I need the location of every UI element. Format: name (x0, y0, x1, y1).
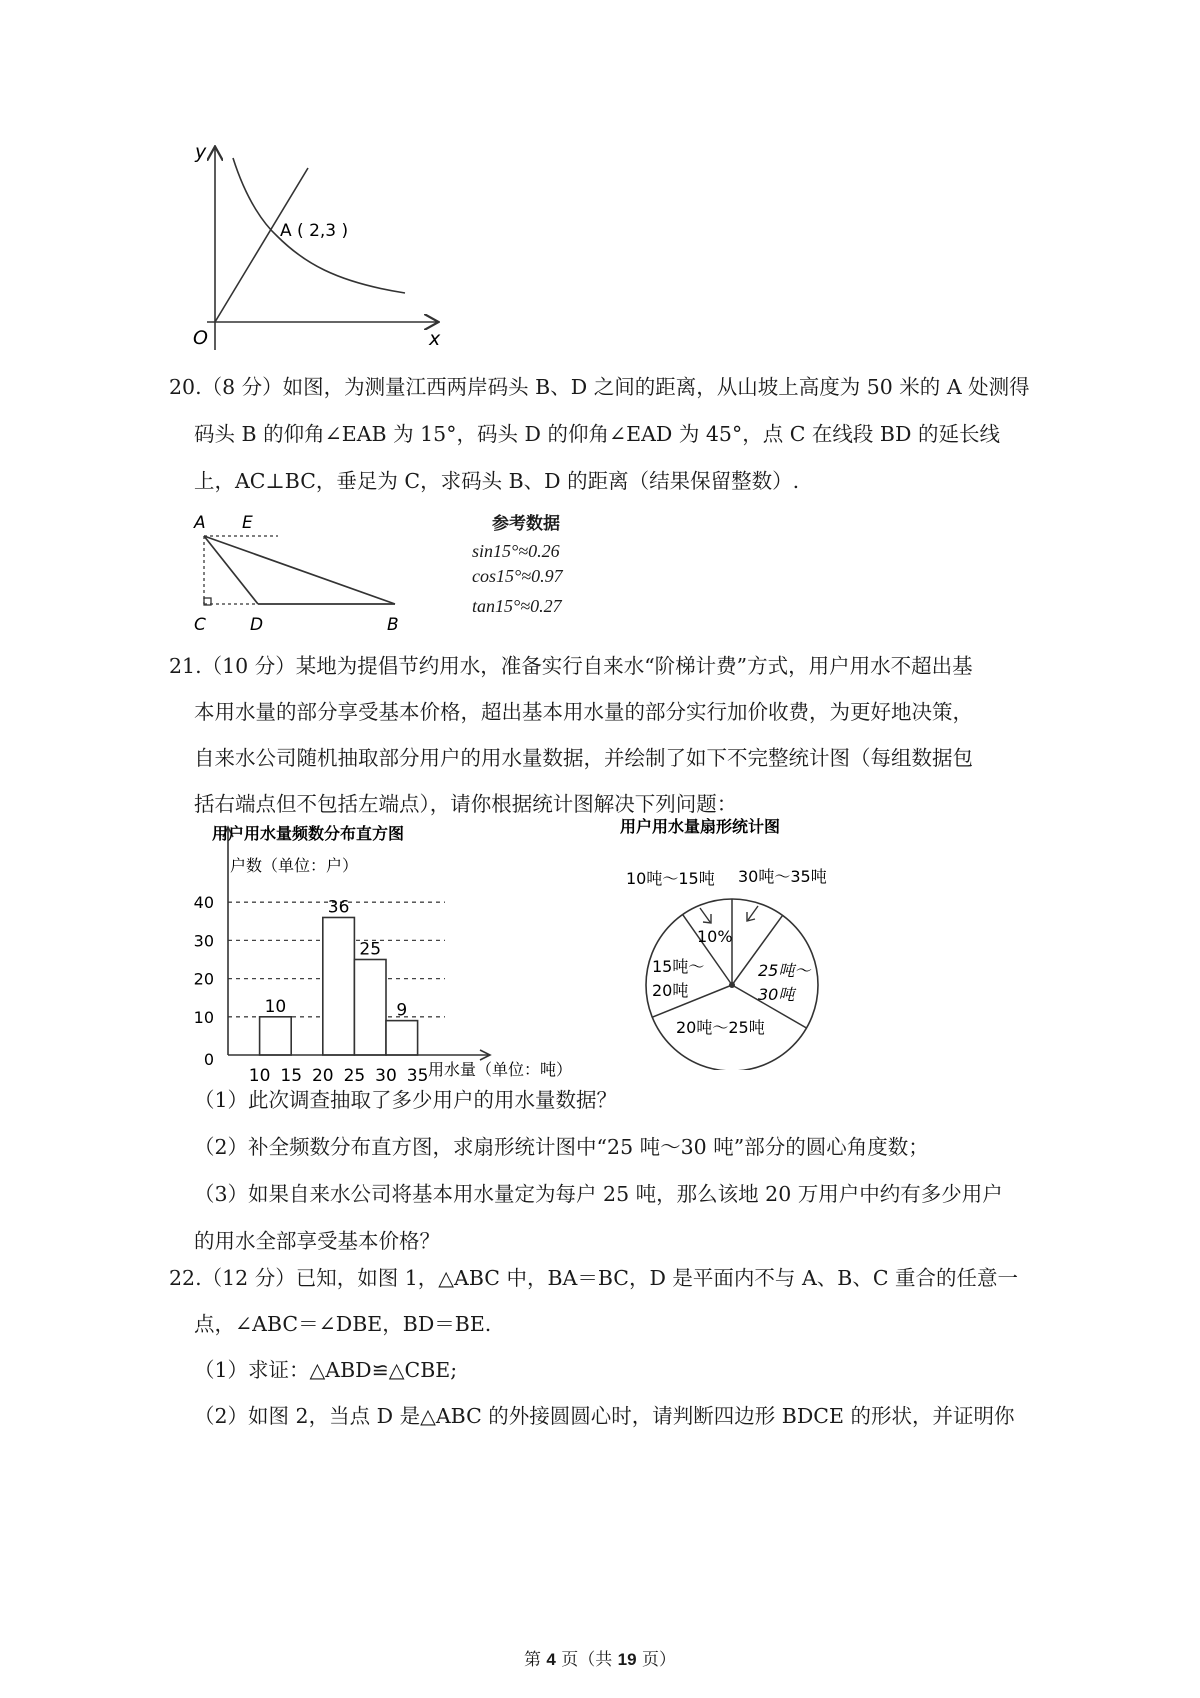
y-tick-label: 0 (203, 1050, 214, 1069)
q20-line-1: 20.（8 分）如图，为测量江西两岸码头 B、D 之间的距离，从山坡上高度为 50 米的 A 处测得 (169, 375, 1030, 399)
origin-label: O (193, 327, 208, 349)
reference-title: 参考数据 (492, 514, 560, 534)
footer-post: 页） (636, 1650, 676, 1670)
q21-sub-1: （1）此次调查抽取了多少用户的用水量数据？ (194, 1088, 618, 1112)
histogram-chart (190, 815, 610, 1085)
bar-value-label: 9 (396, 1000, 408, 1021)
y-tick-label: 30 (193, 931, 214, 951)
bar-value-label: 36 (327, 897, 350, 918)
x-tick-label: 35 (406, 1066, 429, 1085)
x-tick-label: 20 (311, 1066, 334, 1085)
footer-page-number: 4 (546, 1650, 556, 1669)
figure-20-triangle (188, 508, 418, 638)
x-tick-label: 30 (375, 1066, 397, 1085)
histogram-bar (323, 917, 355, 1055)
histogram-bar (354, 960, 386, 1056)
y-tick-label: 20 (193, 969, 214, 989)
label-10-percent: 10% (697, 927, 733, 946)
x-tick-label: 10 (248, 1066, 271, 1085)
x-axis-label: x (429, 328, 441, 350)
reference-cos: cos15°≈0.97 (472, 566, 563, 586)
reference-sin: sin15°≈0.26 (472, 541, 560, 561)
q22-line-2: 点，∠ABC＝∠DBE，BD＝BE. (194, 1312, 492, 1336)
bar-value-label: 25 (359, 939, 382, 960)
footer-pre: 第 (523, 1650, 547, 1670)
linear-function-line (215, 168, 308, 322)
label-10-15: 10吨～15吨 (626, 869, 715, 888)
page-footer (0, 1645, 1200, 1670)
label-15-20-b: 20吨 (652, 981, 689, 1000)
q20-line-3: 上，AC⊥BC，垂足为 C，求码头 B、D 的距离（结果保留整数）. (194, 469, 800, 493)
q20-line-2: 码头 B 的仰角∠EAB 为 15°，码头 D 的仰角∠EAD 为 45°，点 C 在线段 BD 的延长线 (194, 422, 1000, 446)
label-20-25: 20吨～25吨 (676, 1018, 765, 1037)
label-25-30-b: 30吨 (758, 985, 795, 1004)
label-30-35: 30吨～35吨 (738, 867, 827, 886)
y-tick-label: 10 (193, 1007, 214, 1027)
x-tick-label: 25 (343, 1066, 366, 1085)
q21-sub-2: （2）补全频数分布直方图，求扇形统计图中“25 吨～30 吨”部分的圆心角度数； (194, 1135, 929, 1159)
histogram-bar (260, 1017, 292, 1055)
point-a-label: A ( 2,3 ) (280, 221, 349, 241)
pie-chart (610, 810, 860, 1070)
x-axis-title: 用水量（单位：吨） (428, 1060, 573, 1079)
y-axis-title: 户数（单位：户） (230, 856, 359, 875)
q22-sub-1: （1）求证：△ABD≌△CBE; (194, 1358, 458, 1382)
chart-title: 用户用水量频数分布直方图 (212, 824, 405, 843)
q22-line-1: 22.（12 分）已知，如图 1，△ABC 中，BA＝BC，D 是平面内不与 A、B、C 重合的任意一 (169, 1266, 1019, 1290)
q21-sub-3a: （3）如果自来水公司将基本用水量定为每户 25 吨，那么该地 20 万用户中约有多少用户 (194, 1182, 1003, 1206)
label-25-30-a: 25吨～ (758, 961, 811, 980)
pie-title: 用户用水量扇形统计图 (620, 817, 781, 836)
point-d: D (250, 615, 264, 635)
q21-line-4: 括右端点但不包括左端点），请你根据统计图解决下列问题： (194, 792, 738, 816)
y-tick-label: 40 (193, 893, 214, 913)
bar-value-label: 10 (264, 996, 287, 1017)
reference-tan: tan15°≈0.27 (472, 596, 562, 616)
q22-sub-2: （2）如图 2，当点 D 是△ABC 的外接圆圆心时，请判断四边形 BDCE 的形状，并证明你 (194, 1404, 1015, 1428)
footer-total-pages: 19 (617, 1650, 637, 1669)
x-tick-label: 15 (280, 1066, 303, 1085)
q21-line-3: 自来水公司随机抽取部分用户的用水量数据，并绘制了如下不完整统计图（每组数据包 (194, 746, 973, 770)
point-a: A (194, 513, 206, 533)
q21-line-2: 本用水量的部分享受基本价格，超出基本用水量的部分实行加价收费，为更好地决策， (194, 700, 973, 724)
y-axis-label: y (195, 141, 207, 163)
q21-sub-3b: 的用水全部享受基本价格？ (194, 1229, 440, 1253)
label-15-20-a: 15吨～ (652, 957, 705, 976)
point-c: C (194, 615, 206, 635)
point-e: E (242, 513, 253, 533)
q21-line-1: 21.（10 分）某地为提倡节约用水，准备实行自来水“阶梯计费”方式，用户用水不超出基 (169, 654, 973, 678)
histogram-bar (386, 1021, 418, 1055)
function-graph (185, 140, 455, 365)
pie-center (729, 982, 735, 988)
footer-mid: 页（共 (555, 1650, 618, 1670)
point-b: B (387, 615, 399, 635)
